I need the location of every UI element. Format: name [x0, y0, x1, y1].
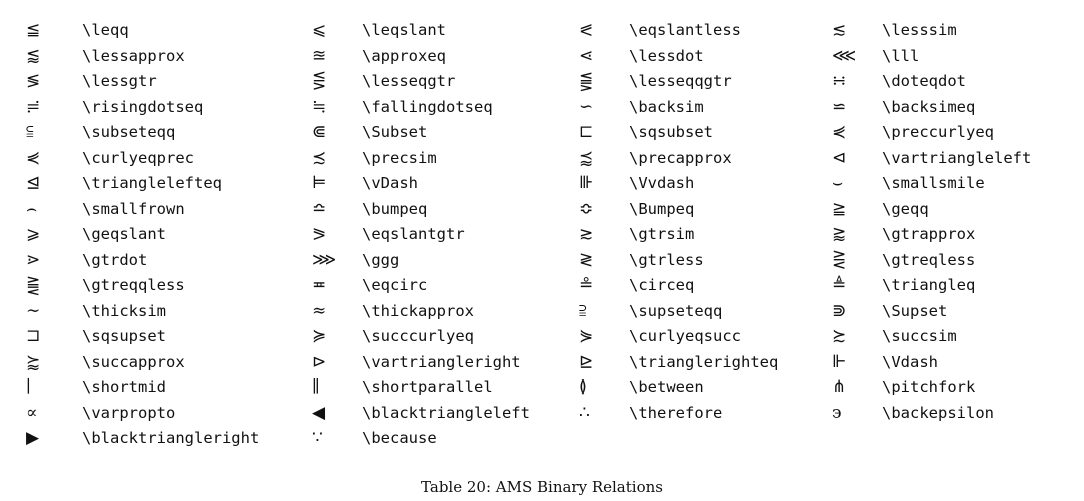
latex-command: \because [362, 429, 437, 447]
latex-command: \pitchfork [882, 378, 976, 396]
relation-symbol: ≲ [832, 20, 847, 41]
symbol-table [26, 18, 1084, 452]
relation-symbol: ⪷ [579, 147, 594, 168]
relation-symbol: ≊ [312, 45, 327, 66]
latex-command: \succcurlyeq [362, 327, 474, 345]
relation-symbol: ∝ [26, 402, 38, 423]
relation-symbol: ⊲ [832, 147, 847, 168]
relation-symbol: ∴ [579, 402, 590, 423]
relation-symbol: ≶ [26, 71, 41, 92]
latex-command: \approxeq [362, 46, 446, 65]
relation-symbol: ⋞ [832, 122, 847, 143]
latex-command: \bumpeq [362, 199, 428, 218]
latex-command: \shortmid [82, 378, 166, 396]
relation-symbol: ≓ [26, 96, 41, 117]
relation-symbol: ⪌ [26, 275, 41, 296]
relation-symbol: ⊨ [312, 173, 327, 194]
relation-symbol: ⊪ [579, 173, 594, 194]
latex-command: \Vdash [882, 352, 938, 371]
relation-symbol: ⊴ [26, 173, 41, 194]
latex-command: \curlyeqsucc [629, 327, 741, 345]
relation-symbol: ⫆ [579, 300, 587, 321]
latex-command: \lessapprox [82, 46, 185, 65]
latex-command: \fallingdotseq [362, 97, 493, 116]
relation-symbol: ⋗ [26, 249, 41, 270]
relation-symbol: ≽ [312, 326, 327, 347]
latex-command: \therefore [629, 403, 723, 422]
latex-command: \lesssim [882, 21, 957, 39]
latex-command: \varpropto [82, 403, 176, 422]
relation-symbol: ⫅ [26, 122, 34, 143]
relation-symbol: ∽ [579, 96, 594, 117]
latex-command: \lesseqgtr [362, 72, 456, 90]
relation-symbol: ≖ [312, 275, 327, 296]
latex-command: \vartriangleright [362, 352, 521, 371]
latex-command: \sqsupset [82, 327, 166, 345]
latex-command: \thicksim [82, 301, 166, 320]
latex-command: \backsimeq [882, 97, 976, 116]
latex-command: \lesseqqgtr [629, 72, 732, 90]
empty-cell [882, 438, 1084, 439]
relation-symbol: ∥ [312, 377, 320, 398]
latex-command: \subseteqq [82, 123, 176, 141]
relation-symbol: ⊵ [579, 351, 594, 372]
relation-symbol: ⌣ [832, 173, 844, 194]
empty-cell [832, 438, 882, 439]
relation-symbol: ≈ [312, 300, 327, 321]
latex-command: \eqslantgtr [362, 225, 465, 243]
empty-cell [629, 438, 832, 439]
latex-command: \blacktriangleleft [362, 403, 530, 422]
relation-symbol: ⋚ [312, 71, 327, 92]
relation-symbol: ⌢ [26, 198, 38, 219]
relation-symbol: ▶ [26, 428, 40, 449]
relation-symbol: ≧ [832, 198, 847, 219]
relation-symbol: ⪖ [312, 224, 327, 245]
relation-symbol: ⋍ [832, 96, 847, 117]
relation-symbol: ⪅ [26, 45, 41, 66]
relation-symbol: ⪋ [579, 71, 594, 92]
latex-command: \backepsilon [882, 403, 994, 422]
relation-symbol: ≬ [579, 377, 587, 398]
latex-command: \Bumpeq [629, 199, 695, 218]
relation-symbol: ⋟ [579, 326, 594, 347]
latex-command: \between [629, 378, 704, 396]
latex-command: \doteqdot [882, 72, 966, 90]
relation-symbol: ≜ [832, 275, 847, 296]
relation-symbol: ⋐ [312, 122, 327, 143]
relation-symbol: ∼ [26, 300, 41, 321]
latex-command: \ggg [362, 250, 400, 269]
latex-command: \backsim [629, 97, 704, 116]
latex-command: \trianglelefteq [82, 174, 222, 192]
latex-command: \vartriangleleft [882, 148, 1032, 167]
latex-command: \triangleq [882, 276, 976, 294]
latex-command: \succsim [882, 327, 957, 345]
latex-command: \gtrless [629, 250, 704, 269]
relation-symbol: ∵ [312, 428, 323, 449]
relation-symbol: ⩾ [26, 224, 41, 245]
relation-symbol: ≒ [312, 96, 327, 117]
latex-command: \succapprox [82, 352, 185, 371]
relation-symbol: ≷ [579, 249, 594, 270]
latex-command: \trianglerighteq [629, 352, 779, 371]
relation-symbol: ⋖ [579, 45, 594, 66]
latex-command: \geqq [882, 199, 929, 218]
relation-symbol: ⊳ [312, 351, 327, 372]
relation-symbol: ≿ [832, 326, 847, 347]
relation-symbol: ⋙ [312, 249, 337, 270]
latex-command: \Vvdash [629, 174, 695, 192]
relation-symbol: ∺ [832, 71, 847, 92]
latex-command: \preccurlyeq [882, 123, 994, 141]
table-caption: Table 20: AMS Binary Relations [421, 478, 663, 496]
latex-command: \supseteqq [629, 301, 723, 320]
relation-symbol: ⋘ [832, 45, 857, 66]
latex-command: \thickapprox [362, 301, 474, 320]
latex-command: \curlyeqprec [82, 148, 194, 167]
relation-symbol: ≗ [579, 275, 594, 296]
latex-command: \eqcirc [362, 276, 428, 294]
relation-symbol: ≎ [579, 198, 594, 219]
relation-symbol: ⋔ [832, 377, 847, 398]
relation-symbol: ≏ [312, 198, 327, 219]
relation-symbol: ⋑ [832, 300, 847, 321]
latex-command: \lll [882, 46, 920, 65]
latex-command: \gtreqqless [82, 276, 185, 294]
latex-command: \gtreqless [882, 250, 976, 269]
latex-command: \gtrapprox [882, 225, 976, 243]
latex-command: \eqslantless [629, 21, 741, 39]
relation-symbol: ⊩ [832, 351, 847, 372]
latex-command: \geqslant [82, 225, 166, 243]
latex-command: \circeq [629, 276, 695, 294]
relation-symbol: ∣ [26, 377, 31, 398]
latex-command: \shortparallel [362, 378, 493, 396]
latex-command: \lessdot [629, 46, 704, 65]
latex-command: \leqq [82, 21, 129, 39]
latex-command: \smallsmile [882, 174, 985, 192]
relation-symbol: ≾ [312, 147, 327, 168]
relation-symbol: ⩽ [312, 20, 327, 41]
latex-command: \risingdotseq [82, 97, 204, 116]
relation-symbol: ≳ [579, 224, 594, 245]
relation-symbol: ⪸ [26, 351, 41, 372]
latex-command: \sqsubset [629, 123, 713, 141]
latex-command: \Subset [362, 123, 428, 141]
relation-symbol: ⪕ [579, 20, 594, 41]
latex-command: \precsim [362, 148, 437, 167]
relation-symbol: ⊏ [579, 122, 594, 143]
relation-symbol: ⊐ [26, 326, 41, 347]
latex-command: \Supset [882, 301, 948, 320]
empty-cell [579, 438, 629, 439]
latex-command: \lessgtr [82, 72, 157, 90]
relation-symbol: ⋞ [26, 147, 41, 168]
relation-symbol: ⋛ [832, 249, 847, 270]
latex-command: \blacktriangleright [82, 429, 260, 447]
latex-command: \smallfrown [82, 199, 185, 218]
latex-command: \gtrdot [82, 250, 148, 269]
relation-symbol: ϶ [832, 402, 842, 423]
latex-command: \gtrsim [629, 225, 695, 243]
relation-symbol: ⪆ [832, 224, 847, 245]
relation-symbol: ◀ [312, 402, 326, 423]
latex-command: \leqslant [362, 21, 446, 39]
latex-command: \precapprox [629, 148, 732, 167]
relation-symbol: ≦ [26, 20, 41, 41]
latex-command: \vDash [362, 174, 418, 192]
